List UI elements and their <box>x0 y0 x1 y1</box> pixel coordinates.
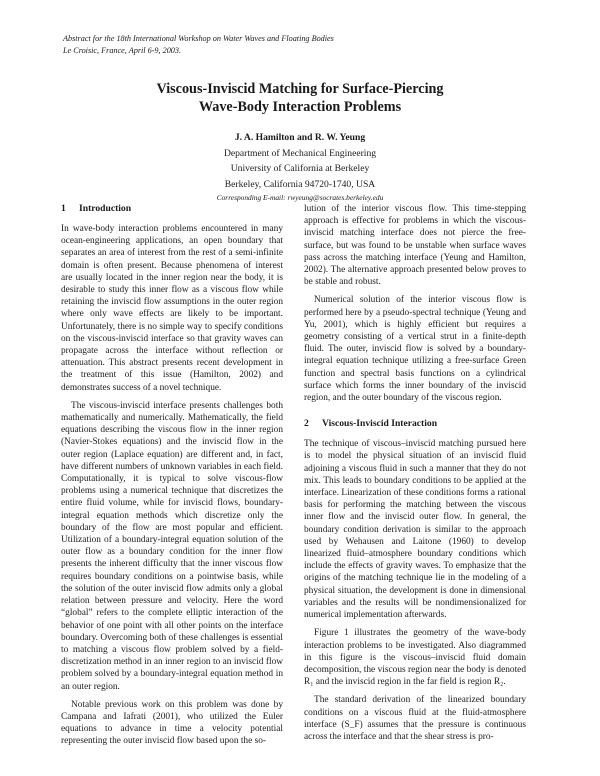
right-column <box>304 203 526 749</box>
paragraph: The standard derivation of the linearized boundary conditions on a viscous fluid at the fluid-atmosphere interface (S_F) assumes that the pressure is continuous across the interface and that the shear stress is pro- <box>304 695 526 742</box>
paragraph: lution of the interior viscous flow. This time-stepping approach is effective for problems in which the viscous-inviscid matching interface does not pierce the free-surface, but was found to be unstable when surface waves pass across the matching interface (Yeung and Hamilton, 2002). The alternative approach presented below proves to be stable and robust. <box>304 204 526 288</box>
section-number: 1 <box>61 203 66 214</box>
section-title: Viscous-Inviscid Interaction <box>322 418 438 430</box>
section-number: 2 <box>304 418 309 430</box>
left-column <box>61 203 283 754</box>
paragraph: The technique of viscous–inviscid matching pursued here is to model the physical situation of an inviscid fluid adjoining a viscous fluid in such a manner that they do not mix. This leads to boundary conditions to be applied at the interface. Linearization of these conditions forms a rational basis for performing the matching between the viscous inner flow and the inviscid outer flow. In general, the boundary condition derivation is similar to the approach used by Wehausen and Laitone (1960) to develop linearized fluid–atmosphere boundary conditions which include the effects of gravity waves. To emphasize that the origins of the matching technique lie in the modeling of a physical situation, the development is done in dimensional variables and the results will be nondimensionalized for numerical implementation afterwards. <box>304 439 526 621</box>
conference-line-1: Abstract for the 18th International Workshop on Water Waves and Floating Bodies <box>63 34 334 43</box>
paragraph: Figure 1 illustrates the geometry of the wave-body interaction problems to be investigated. Also diagrammed in this figure is the viscous–inviscid fluid domain decomposition, the viscous region near the body is denoted R₁ and the inviscid region in the far field is region R₂. <box>304 628 526 688</box>
conference-line-2: Le Croisic, France, April 6-9, 2003. <box>63 46 182 55</box>
conference-header <box>63 33 543 57</box>
author-university: University of California at Berkeley <box>230 163 370 174</box>
title-line-1: Viscous-Inviscid Matching for Surface-Piercing <box>156 81 444 97</box>
paragraph: The viscous-inviscid interface presents challenges both mathematically and numerically. Mathematically, the field equations describing the viscous flow in the inner region (Navier-Stokes equations) and the inviscid flow in the outer region (Laplace equation) are different and, in fact, have different numbers of unknown variables in each field. Computationally, it is typical to solve viscous-flow problems using a numerical technique that discretizes the entire fluid volume, while for inviscid flows, boundary-integral equation methods which discretize only the boundary of the flow are most popular and efficient. Utilization of a boundary-integral equation solution of the outer flow as a boundary condition for the inner flow presents the inherent difficulty that the inner viscous flow requires boundary conditions on a pointwise basis, while the solution of the outer inviscid flow admits only a global relation between pressure and velocity. Here the word “global” refers to the complete elliptic interaction of the behavior of one point with all other points on the interface boundary. Overcoming both of these challenges is essential to matching a viscous flow problem solved by a field-discretization method in an inner region to an inviscid flow problem solved by a boundary-integral equation method in an outer region. <box>61 400 283 692</box>
author-email: Corresponding E-mail: rwyeung@socrates.berkeley.edu <box>216 193 384 202</box>
paragraph: Numerical solution of the interior viscous flow is performed here by a pseudo-spectral technique (Yeung and Yu, 2001), which is highly efficient but requires a geometry consisting of a vertical strut in a finite-depth fluid. The outer, inviscid flow is solved by a boundary-integral equation technique utilizing a free-surface Green function and spectral basis functions on a cylindrical surface which forms the inner boundary of the inviscid region, and the outer boundary of the viscous region. <box>304 295 526 404</box>
paragraph: In wave-body interaction problems encountered in many ocean-engineering applications, an open boundary that separates an area of interest from the rest of a semi-infinite domain is often present. Because phenomena of interest are usually located in the inner region near the body, it is desirable to study this inner flow as a viscous flow while retaining the inviscid flow assumptions in the outer region where only wave effects are likely to be important. Unfortunately, there is no simple way to specify conditions on the viscous-inviscid interface so that gravity waves can propagate across the interface without reflection or attenuation. This abstract presents recent development in the treatment of this issue (Hamilton, 2002) and demonstrates success of a novel technique. <box>61 224 283 393</box>
paper-title <box>60 80 540 116</box>
author-block <box>60 130 540 203</box>
section-heading-viscous-inviscid <box>304 418 526 430</box>
title-line-2: Wave-Body Interaction Problems <box>198 99 402 115</box>
author-names: J. A. Hamilton and R. W. Yeung <box>234 132 366 143</box>
section-heading-introduction <box>61 203 283 215</box>
author-address: Berkeley, California 94720-1740, USA <box>224 178 376 190</box>
author-department: Department of Mechanical Engineering <box>223 147 377 159</box>
section-title: Introduction <box>79 203 132 214</box>
paragraph: Notable previous work on this problem was done by Campana and Iafrati (2001), who utilized the Euler equations to advance in time a velocity potential representing the outer inviscid flow based upon the so- <box>61 699 283 747</box>
